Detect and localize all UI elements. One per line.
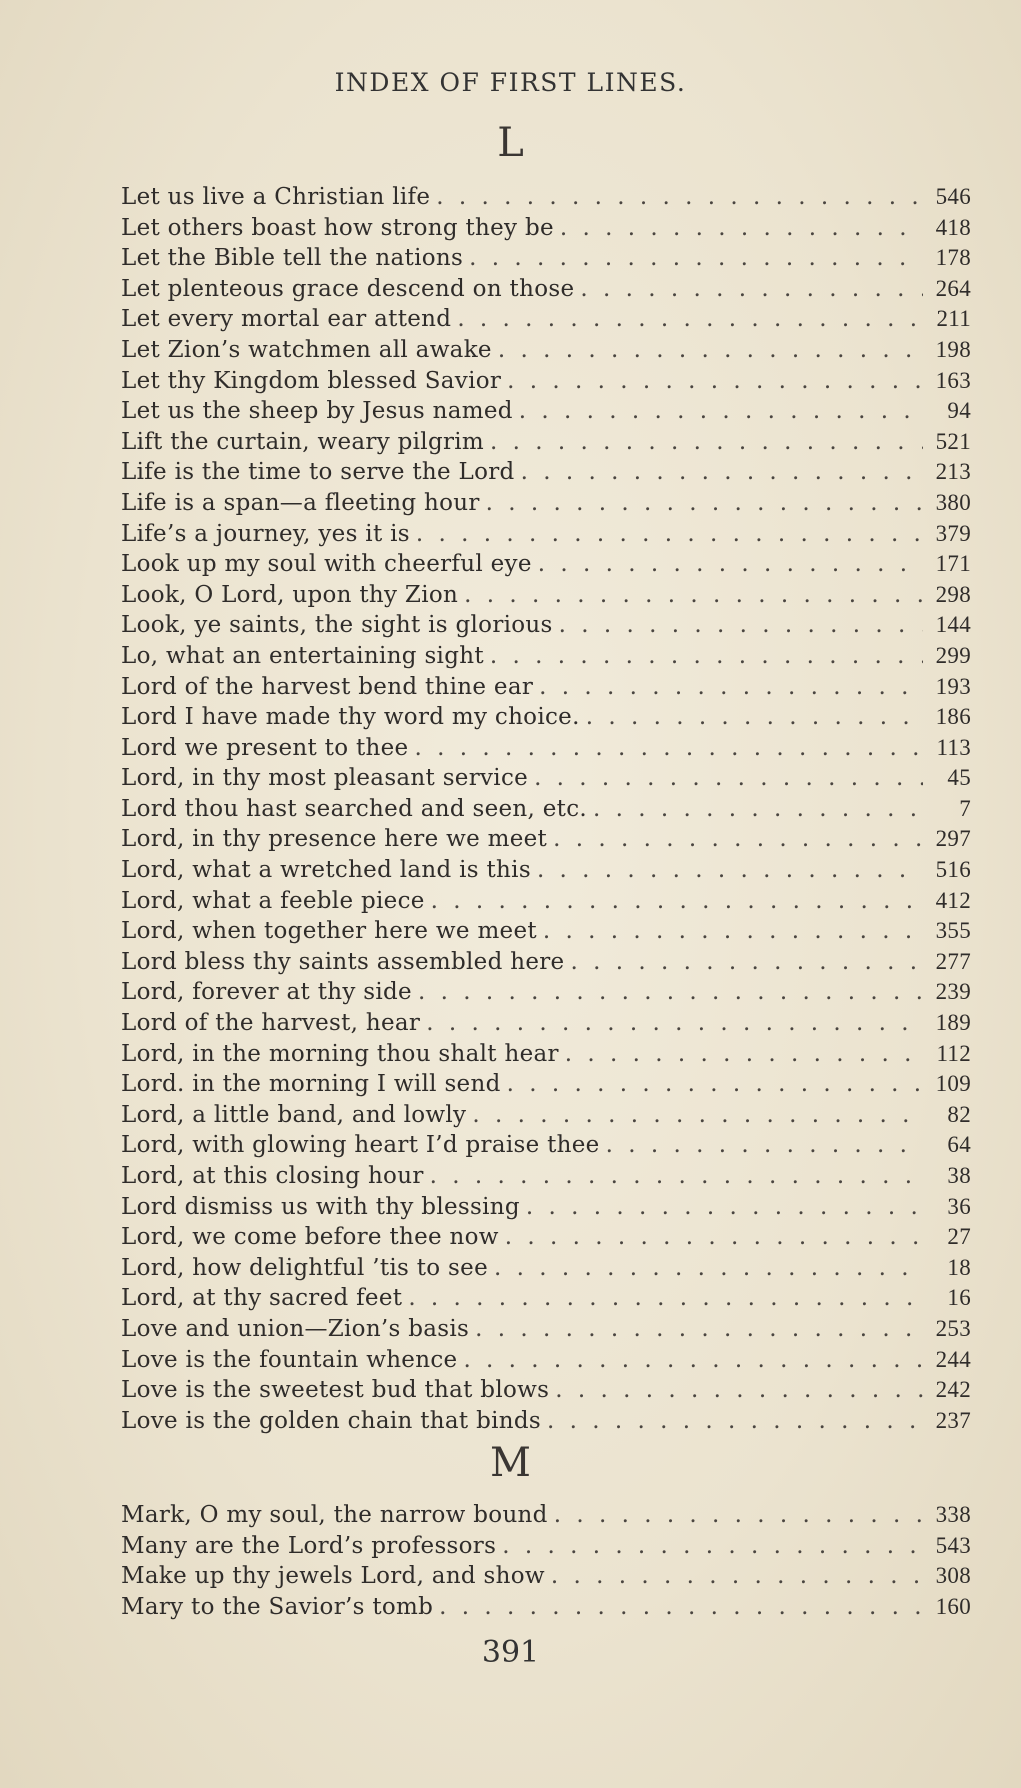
- dot-leader: [457, 1345, 923, 1376]
- dot-leader: [515, 457, 923, 488]
- entry-first-line: Lord I have made thy word my choice.: [121, 704, 580, 731]
- entry-first-line: Look, O Lord, upon thy Zion: [121, 581, 459, 608]
- dot-leader: [499, 1222, 923, 1253]
- dot-leader: [484, 641, 923, 672]
- entry-first-line: Lord, at thy sacred feet: [121, 1285, 403, 1312]
- dot-leader: [420, 1008, 923, 1039]
- index-entry: [121, 1253, 971, 1284]
- entry-first-line: Lo, what an entertaining sight: [121, 642, 484, 669]
- entry-page-number: 112: [936, 1040, 971, 1066]
- entry-page-number: 160: [935, 1593, 971, 1619]
- dot-leader: [463, 243, 923, 274]
- entry-page-number: 543: [935, 1532, 971, 1558]
- index-entry: [121, 213, 971, 244]
- entry-first-line: Lord, we come before thee now: [121, 1224, 499, 1251]
- entry-first-line: Lord, forever at thy side: [121, 979, 412, 1006]
- entry-page-number: 163: [935, 367, 971, 393]
- entry-first-line: Look, ye saints, the sight is glorious: [121, 612, 553, 639]
- index-entry: [121, 977, 971, 1008]
- index-entry: [121, 916, 971, 947]
- entry-page-number: 186: [935, 704, 971, 730]
- entry-first-line: Love is the golden chain that binds: [121, 1407, 541, 1434]
- index-entry: [121, 1375, 971, 1406]
- dot-leader: [412, 977, 923, 1008]
- index-entry: [121, 1345, 971, 1376]
- entry-first-line: Let plenteous grace descend on those: [121, 275, 575, 302]
- dot-leader: [469, 1314, 923, 1345]
- entry-first-line: Lord, at this closing hour: [121, 1163, 424, 1189]
- index-entry: [121, 427, 971, 458]
- entry-first-line: Lord, in thy most pleasant service: [121, 765, 529, 792]
- dot-leader: [402, 1283, 923, 1314]
- index-entry: [121, 1531, 971, 1562]
- dot-leader: [547, 824, 923, 855]
- dot-leader: [430, 182, 923, 213]
- index-entry: [121, 1592, 971, 1623]
- index-entry: [121, 580, 971, 611]
- entry-page-number: 380: [935, 489, 971, 515]
- dot-leader: [492, 335, 923, 366]
- index-entry: [121, 824, 971, 855]
- entry-first-line: Lord thou hast searched and seen, etc.: [121, 795, 587, 822]
- dot-leader: [548, 1500, 923, 1531]
- entry-page-number: 355: [935, 918, 971, 944]
- entry-page-number: 198: [935, 336, 971, 362]
- index-entry: [121, 763, 971, 794]
- index-entry: [121, 182, 971, 213]
- index-entry: [121, 1100, 971, 1131]
- entry-first-line: Let thy Kingdom blessed Savior: [121, 367, 502, 394]
- entry-first-line: Lord, with glowing heart I’d praise thee: [121, 1132, 600, 1159]
- entry-first-line: Lord of the harvest bend thine ear: [121, 673, 534, 700]
- entry-page-number: 379: [935, 520, 971, 546]
- dot-leader: [480, 488, 923, 519]
- index-entry: [121, 641, 971, 672]
- entry-first-line: Lord of the harvest, hear: [121, 1010, 421, 1037]
- dot-leader: [520, 1192, 923, 1223]
- index-entry: [121, 1406, 971, 1437]
- entry-first-line: Mary to the Savior’s tomb: [121, 1593, 434, 1620]
- entry-page-number: 82: [947, 1101, 971, 1127]
- dot-leader: [424, 1161, 923, 1192]
- dot-leader: [553, 610, 923, 641]
- entry-page-number: 338: [935, 1502, 971, 1527]
- entry-first-line: Life is the time to serve the Lord: [121, 459, 515, 486]
- entry-first-line: Let Zion’s watchmen all awake: [121, 336, 492, 363]
- entry-first-line: Many are the Lord’s professors: [121, 1532, 497, 1559]
- entry-page-number: 213: [935, 459, 971, 485]
- entry-page-number: 94: [947, 398, 971, 424]
- entry-first-line: Life is a span—a fleeting hour: [121, 489, 480, 516]
- entry-page-number: 418: [935, 214, 971, 240]
- dot-leader: [501, 366, 923, 397]
- entry-page-number: 113: [936, 734, 971, 760]
- entry-first-line: Love and union—Zion’s basis: [121, 1315, 470, 1342]
- index-entry: [121, 1039, 971, 1070]
- index-entry: [121, 274, 971, 305]
- index-entry: [121, 1161, 971, 1192]
- dot-leader: [466, 1100, 923, 1131]
- entry-page-number: 298: [935, 581, 971, 607]
- entry-first-line: Let the Bible tell the nations: [121, 245, 464, 272]
- dot-leader: [425, 886, 923, 917]
- index-entry: [121, 457, 971, 488]
- index-entry: [121, 335, 971, 366]
- index-entry: [121, 488, 971, 519]
- dot-leader: [501, 1069, 923, 1100]
- index-entry: [121, 855, 971, 886]
- index-entry: [121, 1192, 971, 1223]
- dot-leader: [451, 304, 923, 335]
- entry-page-number: 237: [935, 1407, 971, 1433]
- dot-leader: [554, 213, 923, 244]
- index-entry: [121, 1008, 971, 1039]
- index-entry: [121, 243, 971, 274]
- dot-leader: [564, 947, 923, 978]
- index-entry: [121, 947, 971, 978]
- entry-first-line: Let every mortal ear attend: [121, 306, 452, 333]
- entry-page-number: 16: [947, 1285, 971, 1311]
- dot-leader: [488, 1253, 923, 1284]
- entry-page-number: 308: [935, 1563, 971, 1589]
- entry-page-number: 297: [935, 826, 971, 852]
- entry-first-line: Look up my soul with cheerful eye: [121, 551, 532, 578]
- dot-leader: [541, 1406, 923, 1437]
- index-entry: [121, 1314, 971, 1345]
- entry-page-number: 253: [935, 1315, 971, 1341]
- entry-page-number: 18: [947, 1254, 971, 1280]
- index-entry: [121, 396, 971, 427]
- index-entry: [121, 733, 971, 764]
- entry-first-line: Lift the curtain, weary pilgrim: [121, 428, 485, 455]
- dot-leader: [600, 1130, 923, 1161]
- dot-leader: [531, 855, 923, 886]
- dot-leader: [537, 916, 923, 947]
- section-letter-m: M: [490, 1440, 531, 1486]
- index-entry: [121, 1130, 971, 1161]
- entry-page-number: 299: [935, 642, 971, 668]
- section-l-list: [121, 182, 971, 1436]
- index-entry: [121, 1561, 971, 1592]
- dot-leader: [545, 1561, 923, 1592]
- page-number: 391: [481, 1635, 540, 1670]
- index-entry: [121, 702, 971, 733]
- dot-leader: [496, 1531, 923, 1562]
- entry-first-line: Make up thy jewels Lord, and show: [121, 1563, 545, 1590]
- entry-page-number: 239: [935, 979, 971, 1005]
- dot-leader: [533, 672, 923, 703]
- dot-leader: [574, 274, 923, 305]
- dot-leader: [559, 1039, 923, 1070]
- dot-leader: [408, 733, 923, 764]
- entry-page-number: 144: [935, 612, 971, 638]
- entry-first-line: Lord, how delightful ’tis to see: [121, 1254, 488, 1281]
- index-entry: [121, 794, 971, 825]
- entry-first-line: Lord, in the morning thou shalt hear: [121, 1040, 559, 1067]
- entry-first-line: Let us live a Christian life: [121, 184, 431, 210]
- entry-page-number: 189: [935, 1010, 971, 1036]
- entry-page-number: 516: [935, 857, 971, 883]
- entry-first-line: Lord dismiss us with thy blessing: [121, 1193, 520, 1220]
- entry-first-line: Lord, a little band, and lowly: [121, 1101, 467, 1128]
- entry-page-number: 27: [947, 1224, 971, 1250]
- section-letter-l: L: [497, 120, 524, 166]
- entry-first-line: Lord we present to thee: [121, 734, 409, 761]
- entry-first-line: Love is the sweetest bud that blows: [121, 1377, 550, 1404]
- page-title: INDEX OF FIRST LINES.: [334, 68, 687, 97]
- section-m-list: [121, 1500, 971, 1622]
- entry-page-number: 242: [935, 1377, 971, 1403]
- entry-first-line: Mark, O my soul, the narrow bound: [121, 1502, 548, 1528]
- entry-first-line: Lord, in thy presence here we meet: [121, 826, 548, 853]
- index-entry: [121, 549, 971, 580]
- index-entry: [121, 886, 971, 917]
- entry-page-number: 412: [935, 887, 971, 913]
- entry-first-line: Let others boast how strong they be: [121, 214, 554, 241]
- entry-page-number: 244: [935, 1346, 971, 1372]
- index-entry: [121, 1222, 971, 1253]
- entry-page-number: 277: [935, 948, 971, 974]
- entry-first-line: Let us the sheep by Jesus named: [121, 398, 513, 425]
- entry-page-number: 109: [935, 1071, 971, 1097]
- entry-page-number: 36: [947, 1193, 971, 1219]
- entry-page-number: 171: [935, 551, 971, 577]
- index-entry: [121, 1283, 971, 1314]
- entry-first-line: Lord, what a feeble piece: [121, 887, 425, 914]
- dot-leader: [528, 763, 923, 794]
- index-entry: [121, 1069, 971, 1100]
- entry-page-number: 7: [959, 795, 971, 821]
- entry-page-number: 38: [947, 1163, 971, 1188]
- dot-leader: [484, 427, 923, 458]
- entry-first-line: Lord, what a wretched land is this: [121, 857, 531, 884]
- index-entry: [121, 1500, 971, 1531]
- entry-page-number: 193: [935, 673, 971, 699]
- entry-first-line: Life’s a journey, yes it is: [121, 520, 410, 547]
- entry-first-line: Love is the fountain whence: [121, 1346, 458, 1373]
- index-entry: [121, 672, 971, 703]
- index-entry: [121, 610, 971, 641]
- dot-leader: [513, 396, 923, 427]
- dot-leader: [580, 702, 923, 733]
- index-entry: [121, 519, 971, 550]
- index-entry: [121, 366, 971, 397]
- entry-page-number: 64: [947, 1132, 971, 1158]
- entry-page-number: 546: [935, 184, 971, 209]
- dot-leader: [433, 1592, 923, 1623]
- entry-page-number: 211: [936, 306, 971, 332]
- entry-page-number: 521: [935, 428, 971, 454]
- dot-leader: [549, 1375, 923, 1406]
- entry-page-number: 45: [947, 765, 971, 791]
- entry-page-number: 264: [935, 275, 971, 301]
- dot-leader: [458, 580, 923, 611]
- entry-page-number: 178: [935, 245, 971, 271]
- dot-leader: [587, 794, 923, 825]
- entry-first-line: Lord bless thy saints assembled here: [121, 948, 565, 975]
- index-entry: [121, 304, 971, 335]
- entry-first-line: Lord, when together here we meet: [121, 918, 537, 945]
- dot-leader: [410, 519, 923, 550]
- entry-first-line: Lord. in the morning I will send: [121, 1071, 501, 1098]
- dot-leader: [532, 549, 923, 580]
